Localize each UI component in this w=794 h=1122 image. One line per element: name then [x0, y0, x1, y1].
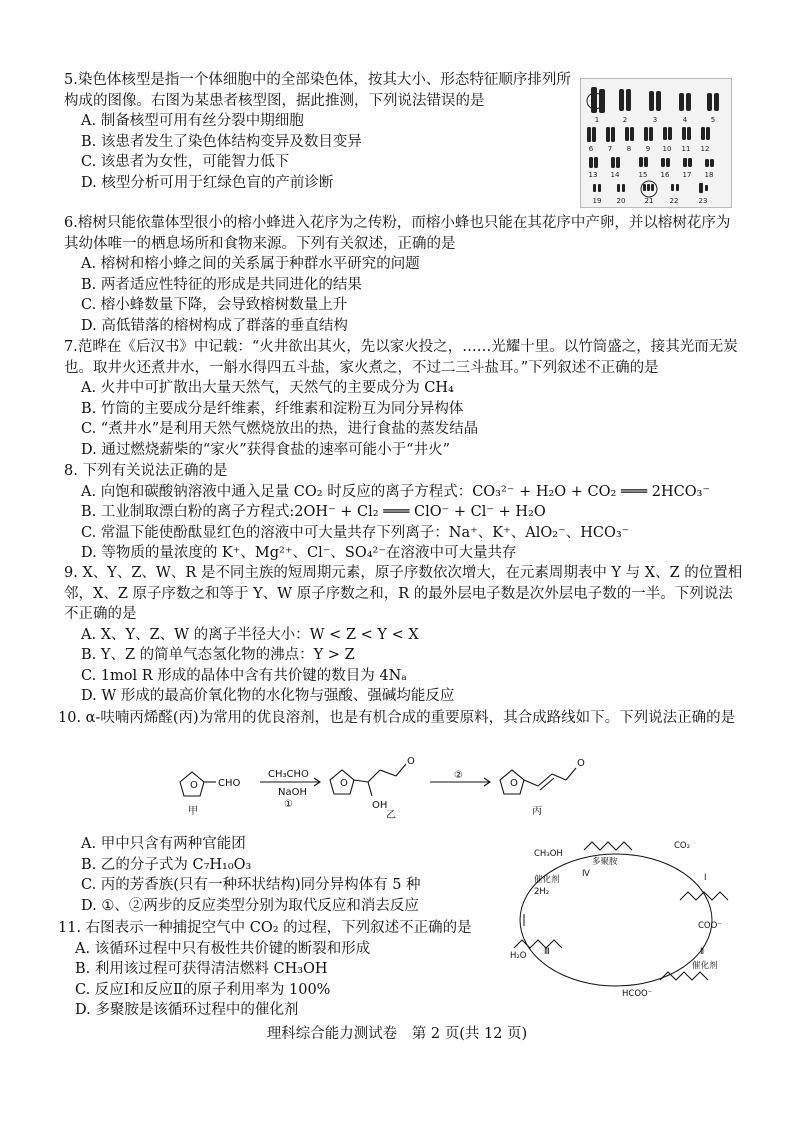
atom-o: O — [407, 756, 415, 767]
karyotype-label: 7 — [607, 145, 613, 153]
question-stem: 9. X、Y、Z、W、R 是不同主族的短周期元素，原子序数依次增大，在元素周期表中 Y 与 X、Z 的位置相邻，X、Z 原子序数之和等于 Y、W 原子序数之和，R 的最外层电子数是次外层电子数的一半。下列说法不正确的是 — [64, 565, 743, 622]
option-c: C. 反应Ⅰ和反应Ⅱ的原子利用率为 100% — [75, 981, 331, 998]
option-a: A. 该循环过程中只有极性共价键的断裂和形成 — [75, 940, 371, 957]
karyotype-label: 10 — [662, 145, 672, 153]
compound-label: 丙 — [532, 806, 542, 817]
karyotype-label: 16 — [660, 171, 670, 179]
reagent-label: NaOH — [278, 787, 307, 798]
synthesis-scheme — [170, 752, 640, 830]
option-b: B. 工业制取漂白粉的离子方程式:2OH⁻ + Cl₂ ═══ ClO⁻ + Cl⁻ + H₂O — [81, 504, 546, 520]
karyotype-label: 9 — [645, 145, 651, 153]
question-7 — [64, 337, 744, 460]
co2-label: CO₂ — [674, 841, 691, 851]
option-a: A. 甲中只含有两种官能团 — [81, 836, 246, 852]
karyotype-label: 21 — [644, 197, 654, 205]
karyotype-label: 5 — [710, 116, 716, 124]
question-stem: 11. 右图表示一种捕捉空气中 CO₂ 的过程，下列叙述不正确的是 — [58, 920, 472, 936]
atom-o: O — [510, 778, 518, 789]
question-stem: 6.榕树只能依靠体型很小的榕小蜂进入花序为之传粉，而榕小蜂也只能在其花序中产卵，并以榕树花序为其幼体唯一的栖息场所和食物来源。下列有关叙述，正确的是 — [64, 215, 731, 252]
karyotype-label: 22 — [669, 197, 679, 205]
karyotype-label: 14 — [610, 171, 620, 179]
option-a: A. 火井中可扩散出大量天然气，天然气的主要成分为 CH₄ — [81, 380, 454, 396]
option-c: C. “煮井水”是利用天然气燃烧放出的热，进行食盐的蒸发结晶 — [81, 421, 479, 437]
option-b: B. 该患者发生了染色体结构变异及数目变异 — [81, 133, 362, 150]
catalyst-label: 催化剂 — [534, 875, 560, 885]
karyotype-label: 4 — [682, 116, 688, 124]
atom-o: O — [190, 780, 198, 791]
option-b: B. 乙的分子式为 C₇H₁₀O₃ — [81, 856, 252, 873]
karyotype-label: 17 — [682, 171, 692, 179]
hydroxyl-label: OH — [372, 800, 388, 811]
option-b: B. 竹筒的主要成分是纤维素，纤维素和淀粉互为同分异构体 — [81, 400, 464, 417]
question-stem: 5.染色体核型是指一个体细胞中的全部染色体，按其大小、形态特征顺序排列所构成的图像。右图为某患者核型图，据此推测，下列说法错误的是 — [64, 72, 571, 109]
option-c: C. 1mol R 形成的晶体中含有共价键的数目为 4Nₐ — [81, 667, 407, 684]
karyotype-label: 12 — [700, 145, 710, 153]
water-label: H₂O — [510, 951, 527, 961]
step-label: Ⅲ — [544, 947, 550, 957]
question-11 — [58, 918, 488, 1021]
karyotype-label: 2 — [622, 116, 628, 124]
option-d: D. 通过燃烧薪柴的“家火”获得食盐的速率可能小于“井火” — [81, 441, 450, 458]
karyotype-label: 11 — [681, 145, 691, 153]
option-c: C. 常温下能使酚酞显红色的溶液中可大量共存下列离子：Na⁺、K⁺、AlO₂⁻、HCO₃⁻ — [81, 524, 630, 541]
question-10-options — [64, 834, 484, 916]
option-d: D. ①、②两步的反应类型分别为取代反应和消去反应 — [81, 897, 419, 914]
formate-label: HCOO⁻ — [622, 989, 653, 999]
option-c: C. 榕小蜂数量下降，会导致榕树数量上升 — [81, 297, 348, 313]
question-6 — [64, 213, 744, 336]
aldehyde-label: CHO — [218, 778, 241, 789]
compound-label: 甲 — [188, 806, 198, 817]
step-label: Ⅰ — [704, 873, 707, 883]
karyotype-label: 13 — [588, 171, 598, 179]
option-c: C. 该患者为女性，可能智力低下 — [81, 154, 290, 170]
h2-label: 2H₂ — [534, 887, 550, 897]
karyotype-label: 23 — [698, 197, 708, 205]
option-a: A. X、Y、Z、W 的离子半径大小：W < Z < Y < X — [81, 626, 419, 643]
methanol-label: CH₃OH — [534, 849, 563, 859]
karyotype-label: 1 — [594, 116, 600, 124]
karyotype-label: 18 — [704, 171, 714, 179]
polyamine-label: 多聚胺 — [592, 857, 618, 867]
question-8 — [64, 461, 744, 564]
question-9 — [64, 563, 744, 707]
option-d: D. 核型分析可用于红绿色盲的产前诊断 — [81, 174, 334, 191]
karyotype-image — [580, 78, 732, 208]
karyotype-label: 8 — [626, 145, 632, 153]
option-d: D. 多聚胺是该循环过程中的催化剂 — [75, 1002, 299, 1018]
question-stem: 10. α-呋喃丙烯醛(丙)为常用的优良溶剂，也是有机合成的重要原料，其合成路线如下。下列说法正确的是 — [58, 710, 736, 726]
reagent-label: CH₃CHO — [268, 769, 309, 780]
step-label: Ⅱ — [700, 947, 705, 957]
option-a: A. 制备核型可用有丝分裂中期细胞 — [81, 113, 304, 129]
step-label: ① — [284, 799, 293, 810]
page-footer: 理科综合能力测试卷 第 2 页(共 12 页) — [266, 1026, 528, 1042]
atom-o: O — [577, 758, 585, 769]
question-10 — [58, 708, 738, 729]
option-d: D. 等物质的量浓度的 K⁺、Mg²⁺、Cl⁻、SO₄²⁻在溶液中可大量共存 — [81, 545, 517, 561]
question-stem: 7.范晔在《后汉书》中记载：“火井欲出其火，先以家火投之，……光耀十里。以竹筒盛之，接其光而无炭也。取井火还煮井水，一斛水得四五斗盐，家火煮之，不过二三斗盐耳。”下列叙述不正确的是 — [64, 339, 738, 376]
option-c: C. 丙的芳香族(只有一种环状结构)同分异构体有 5 种 — [81, 877, 421, 893]
karyotype-label: 19 — [592, 197, 602, 205]
catalyst-label: 催化剂 — [692, 961, 718, 971]
karyotype-label: 6 — [588, 145, 594, 153]
co2-capture-cycle — [474, 830, 744, 1002]
option-d: D. 高低错落的榕树构成了群落的垂直结构 — [81, 317, 348, 334]
compound-label: 乙 — [386, 810, 396, 821]
karyotype-label: 3 — [652, 116, 658, 124]
option-d: D. W 形成的最高价氧化物的水化物与强酸、强碱均能反应 — [81, 688, 455, 704]
option-a: A. 向饱和碳酸钠溶液中通入足量 CO₂ 时反应的离子方程式：CO₃²⁻ + H₂O + CO₂ ═══ 2HCO₃⁻ — [81, 483, 711, 500]
karyotype-label: 15 — [638, 171, 648, 179]
step-label: ② — [454, 770, 463, 781]
question-5 — [64, 70, 574, 193]
question-stem: 8. 下列有关说法正确的是 — [64, 463, 228, 479]
option-a: A. 榕树和榕小蜂之间的关系属于种群水平研究的问题 — [81, 256, 420, 272]
option-b: B. 利用该过程可获得清洁燃料 CH₃OH — [75, 961, 328, 977]
atom-o: O — [340, 778, 348, 789]
step-label: Ⅳ — [582, 869, 590, 879]
option-b: B. 两者适应性特征的形成是共同进化的结果 — [81, 276, 362, 293]
karyotype-label: 20 — [616, 197, 626, 205]
option-b: B. Y、Z 的简单气态氢化物的沸点：Y > Z — [81, 647, 355, 663]
coo-label: COO⁻ — [698, 921, 722, 931]
